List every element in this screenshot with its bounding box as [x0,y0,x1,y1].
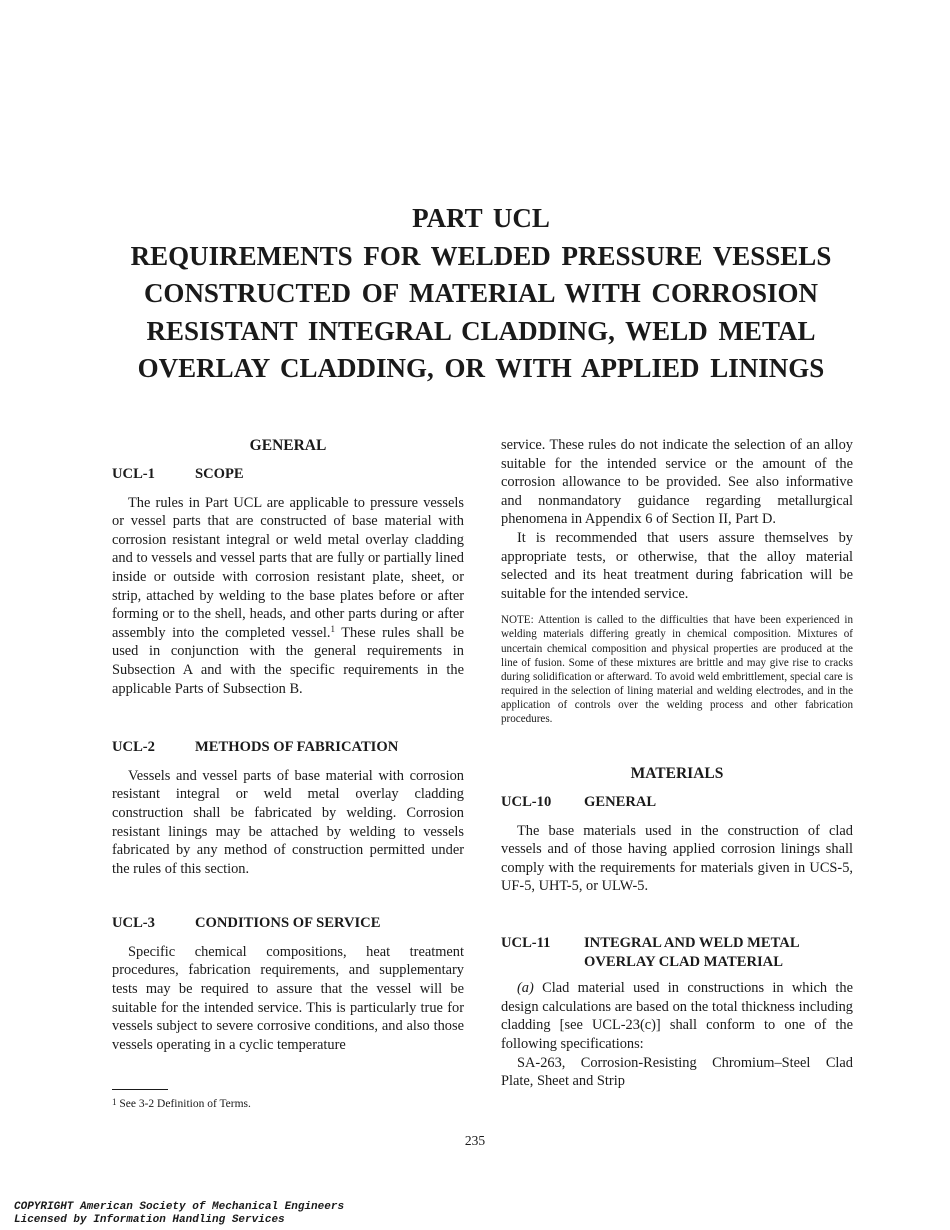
ucl2-title: METHODS OF FABRICATION [195,739,399,756]
title-line-4: OVERLAY CLADDING, OR WITH APPLIED LININGS [137,353,825,383]
ucl11-item-text: Clad material used in constructions in which the design calculations are based on the total thickness including cladding [see UCL-23(c)] shall conform to one of the following specifications: [501,980,853,1053]
ucl1-heading [112,465,464,484]
ucl1-number: UCL-1 [112,466,155,482]
copyright-notice [14,1201,344,1226]
ucl10-heading [501,793,853,812]
ucl1-text-a: The rules in Part UCL are applicable to pressure vessels or vessel parts that are constructed of base material with corrosion resistant integral or weld metal overlay cladding and to vessels and vessel parts that are fully or partially lined inside or outside with corrosion resistant plate, sheet, or strip, attached by welding to the base plates before or after forming or to the shell, heads, and other parts during or after assembly into the completed vessel. [112,494,464,641]
ucl1-title: SCOPE [195,466,244,482]
ucl3-number: UCL-3 [112,915,155,932]
ucl1-text-b: These rules shall be used in conjunction with the general requirements in Subsection A and with the specific requirements in the applicable Parts of Subsection B. [112,624,464,697]
ucl11-title-line-1: INTEGRAL AND WELD METAL [584,935,800,952]
copyright-line-1: COPYRIGHT American Society of Mechanical Engineers [14,1201,345,1213]
ucl3-continuation: service. These rules do not indicate the selection of an alloy suitable for the intended service or the amount of the corrosion allowance to be provided. See also informative and nonmandatory guidance regarding metallurgical phenomena in Appendix 6 of Section II, Part D. [501,437,853,528]
page-title [60,200,902,388]
ucl10-title: GENERAL [584,794,657,811]
footnote-reference: 1 [330,623,335,634]
title-line-3: RESISTANT INTEGRAL CLADDING, WELD METAL [146,315,816,346]
footnote-divider [112,1089,168,1090]
ucl2-body: Vessels and vessel parts of base material with corrosion resistant integral or weld metal overlay cladding construction shall be fabricated by welding. Corrosion resistant linings may be attached by welding to vessels fabricated by any method of construction permitted under the rules of this section. [112,767,464,877]
footnote [112,1097,251,1112]
page-number: 235 [464,1133,486,1148]
ucl3-paragraph-2: It is recommended that users assure themselves by appropriate tests, or otherwise, that the alloy material selected and its heat treatment during fabrication will be suitable for the intended service. [501,529,853,602]
ucl11-title [584,934,853,971]
ucl11-number: UCL-11 [501,935,551,952]
title-line-1: REQUIREMENTS FOR WELDED PRESSURE VESSELS [130,240,832,271]
ucl2-heading [112,738,464,757]
ucl2-number: UCL-2 [112,739,155,756]
ucl10-body: The base materials used in the construction of clad vessels and of those having applied corrosion linings shall comply with the requirements for materials given in UCS-5, UF-5, UHT-5, or ULW-5. [501,822,853,895]
ucl11-title-line-2: OVERLAY CLAD MATERIAL [584,953,783,970]
section-heading-materials: MATERIALS [630,765,724,783]
ucl11-spec: SA-263, Corrosion-Resisting Chromium–Steel Clad Plate, Sheet and Strip [501,1054,853,1090]
footnote-text: See 3-2 Definition of Terms. [119,1098,251,1110]
note-block: NOTE: Attention is called to the difficulties that have been experienced in welding materials differing greatly in chemical composition. Mixtures of uncertain chemical composition and physical properties are produced at the line of fusion. Some of these mixtures are brittle and may give rise to cracks during solidification or afterward. To avoid weld embrittlement, special care is required in the selection of lining material and welding electrodes, and in the application of controls over the welding process and other fabrication procedures. [501,614,853,725]
left-column [112,436,464,1054]
ucl1-body [112,494,464,699]
ucl10-number: UCL-10 [501,794,552,811]
title-line-part: PART UCL [412,203,550,233]
ucl3-heading [112,914,464,933]
ucl3-body: Specific chemical compositions, heat treatment procedures, fabrication requirements, and supplementary tests may be required to assure that the vessel will be suitable for the intended service. This is particularly true for vessels subject to severe corrosive conditions, and also those vessels operating in a cyclic temperature [112,943,464,1053]
copyright-line-2: Licensed by Information Handling Services [14,1213,285,1226]
section-heading-general: GENERAL [249,437,327,454]
ucl11-item-a [501,979,853,1053]
footnote-mark: 1 [112,1097,117,1107]
right-column [501,436,853,1091]
ucl11-item-label: (a) [517,980,534,997]
ucl3-title: CONDITIONS OF SERVICE [195,915,381,932]
ucl11-heading [501,934,853,971]
title-line-2: CONSTRUCTED OF MATERIAL WITH CORROSION [143,278,819,308]
